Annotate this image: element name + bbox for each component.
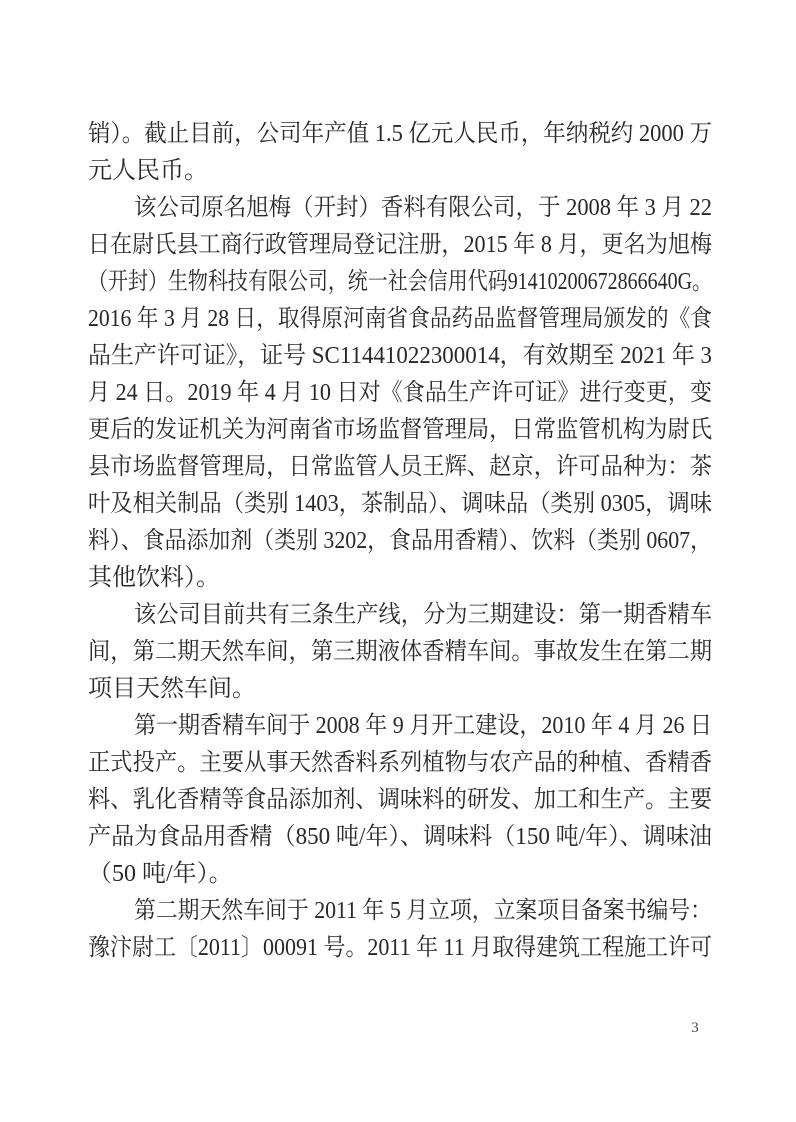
text-line-content: 元人民币。 — [88, 158, 208, 184]
text-line — [88, 671, 712, 708]
text-line — [88, 190, 712, 227]
text-line — [88, 375, 712, 412]
text-line-content: 日在尉氏县工商行政管理局登记注册，2015 年 8 月，更名为旭梅 — [88, 232, 712, 258]
text-line-content: 叶及相关制品（类别 1403，茶制品）、调味品（类别 0305，调味 — [88, 491, 712, 517]
text-line — [88, 153, 712, 190]
text-line — [88, 782, 712, 819]
text-line — [88, 634, 712, 671]
text-line — [88, 116, 712, 153]
text-line-content: （开封）生物科技有限公司，统一社会信用代码91410200672866640G。 — [88, 269, 712, 295]
text-line — [88, 745, 712, 782]
text-line — [88, 227, 712, 264]
text-line-content: 品生产许可证》，证号 SC11441022300014，有效期至 2021 年 3 — [88, 343, 712, 369]
text-line — [88, 819, 712, 856]
text-line-content: 该公司目前共有三条生产线，分为三期建设：第一期香精车 — [134, 602, 712, 628]
text-line — [88, 264, 712, 301]
text-line — [88, 597, 712, 634]
text-line-content: 县市场监督管理局，日常监管人员王辉、赵京，许可品种为：茶 — [88, 454, 712, 480]
text-line-content: 料、乳化香精等食品添加剂、调味料的研发、加工和生产。主要 — [88, 787, 712, 813]
text-line-content: 该公司原名旭梅（开封）香料有限公司，于 2008 年 3 月 22 — [134, 195, 712, 221]
document-text-block — [88, 116, 712, 967]
text-line — [88, 338, 712, 375]
text-line-content: （50 吨/年）。 — [88, 861, 233, 887]
text-line — [88, 301, 712, 338]
text-line — [88, 708, 712, 745]
text-line — [88, 449, 712, 486]
text-line-content: 项目天然车间。 — [88, 676, 256, 702]
text-line-content: 料）、食品添加剂（类别 3202，食品用香精）、饮料（类别 0607， — [88, 528, 712, 554]
text-line-content: 2016 年 3 月 28 日，取得原河南省食品药品监督管理局颁发的《食 — [88, 306, 712, 332]
text-line — [88, 893, 712, 930]
text-line — [88, 856, 712, 893]
text-line — [88, 486, 712, 523]
text-line-content: 豫汴尉工〔2011〕00091 号。2011 年 11 月取得建筑工程施工许可 — [88, 935, 712, 961]
text-line-content: 更后的发证机关为河南省市场监督管理局，日常监管机构为尉氏 — [88, 417, 712, 443]
text-line-content: 其他饮料）。 — [88, 565, 220, 591]
text-line-content: 月 24 日。2019 年 4 月 10 日对《食品生产许可证》进行变更，变 — [88, 380, 712, 406]
text-line — [88, 523, 712, 560]
text-line-content: 第一期香精车间于 2008 年 9 月开工建设，2010 年 4 月 26 日 — [134, 713, 712, 739]
text-line — [88, 930, 712, 967]
text-line-content: 间，第二期天然车间，第三期液体香精车间。事故发生在第二期 — [88, 639, 712, 665]
text-line-content: 第二期天然车间于 2011 年 5 月立项，立案项目备案书编号： — [134, 898, 712, 924]
page-number: 3 — [691, 1020, 699, 1036]
text-line-content: 产品为食品用香精（850 吨/年）、调味料（150 吨/年）、调味油 — [88, 824, 712, 850]
text-line — [88, 560, 712, 597]
text-line-content: 正式投产。主要从事天然香料系列植物与农产品的种植、香精香 — [88, 750, 712, 776]
text-line — [88, 412, 712, 449]
text-line-content: 销）。截止目前，公司年产值 1.5 亿元人民币，年纳税约 2000 万 — [88, 121, 712, 147]
